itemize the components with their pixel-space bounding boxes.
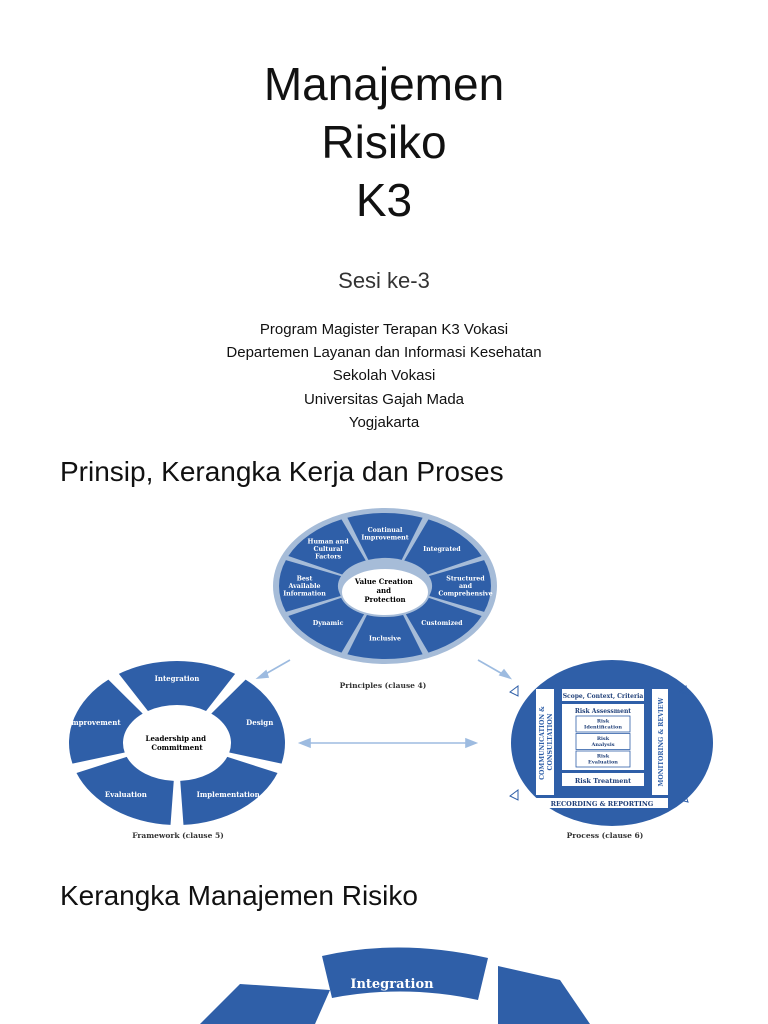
process-corner-arrow bbox=[510, 686, 518, 696]
framework-segment-label: Design bbox=[246, 718, 274, 728]
framework-segment-label: Improvement bbox=[67, 718, 121, 728]
framework-large-segment-integration bbox=[322, 947, 488, 1000]
svg-text:COMMUNICATION & CONSULTA bbox=[539, 704, 554, 780]
process-caption: Process (clause 6) bbox=[566, 831, 644, 840]
principles-segment-label: Continual Improvement bbox=[361, 526, 409, 542]
framework-large-diagram bbox=[0, 920, 768, 1024]
framework-segment-label: Implementation bbox=[196, 789, 260, 799]
title-line-1: Manajemen bbox=[263, 58, 505, 110]
info-line: Departemen Layanan dan Informasi Kesehatan bbox=[226, 344, 542, 362]
principles-segment-label: Best Available Information bbox=[283, 575, 326, 598]
info-line: Yogjakarta bbox=[348, 413, 420, 431]
framework-center-line: Leadership and bbox=[145, 734, 207, 743]
monitoring-label: MONITORING & REVIEW bbox=[658, 697, 665, 787]
principles-segment-label: Human and Cultural Factors bbox=[307, 538, 349, 561]
framework-center-line: Commitment bbox=[151, 743, 203, 752]
principles-segment-label: Inclusive bbox=[369, 635, 401, 643]
info-line: Program Magister Terapan K3 Vokasi bbox=[259, 321, 509, 338]
framework-caption: Framework (clause 5) bbox=[132, 831, 224, 840]
principles-center-line: Value Creation bbox=[354, 577, 413, 586]
assessment-label: Risk Assessment bbox=[574, 708, 632, 715]
principles-wheel bbox=[273, 508, 497, 690]
process-corner-arrow bbox=[510, 790, 518, 800]
integration-label: Integration bbox=[350, 977, 434, 992]
principles-segment-label: Dynamic bbox=[312, 620, 344, 628]
risk-step-label: Risk Evaluation bbox=[588, 753, 618, 766]
principles-framework-process-diagram bbox=[0, 500, 768, 845]
framework-segment-label: Integration bbox=[154, 674, 200, 683]
framework-wheel bbox=[68, 661, 285, 840]
arrow-head bbox=[466, 739, 476, 747]
info-line: Universitas Gajah Mada bbox=[303, 390, 465, 408]
recording-label: RECORDING & REPORTING bbox=[550, 800, 654, 808]
framework-segment bbox=[119, 661, 235, 711]
framework-segment-label: Evaluation bbox=[104, 789, 147, 799]
title-line-3: K3 bbox=[355, 174, 413, 226]
session-subtitle: Sesi ke-3 bbox=[338, 268, 430, 293]
scope-label: Scope, Context, Criteria bbox=[562, 693, 644, 700]
slide-heading-principles: Prinsip, Kerangka Kerja dan Proses bbox=[60, 456, 504, 487]
principles-center-line: and bbox=[376, 586, 392, 595]
slide-heading-framework: Kerangka Manajemen Risiko bbox=[60, 880, 418, 911]
framework-large-segment-left bbox=[200, 984, 330, 1024]
framework-large-segment-right bbox=[498, 966, 590, 1024]
svg-text:Leadership and Commitmen bbox=[146, 734, 209, 752]
communication-label: COMMUNICATION & bbox=[539, 706, 546, 780]
risk-step-label: Risk Identification bbox=[584, 718, 622, 731]
principles-caption: Principles (clause 4) bbox=[339, 681, 427, 690]
treatment-label: Risk Treatment bbox=[574, 777, 632, 785]
principles-segment-label: Integrated bbox=[423, 545, 461, 553]
title-line-2: Risiko bbox=[321, 116, 447, 168]
arrow-head bbox=[300, 739, 310, 747]
institution-info bbox=[0, 318, 768, 434]
communication-label: CONSULTATION bbox=[547, 713, 554, 771]
principles-segment-label: Structured and Comprehensive bbox=[438, 575, 493, 598]
principles-segment-label: Customized bbox=[421, 620, 463, 628]
process-diagram bbox=[510, 660, 713, 840]
risk-step-label: Risk Analysis bbox=[591, 736, 615, 748]
info-line: Sekolah Vokasi bbox=[332, 367, 436, 385]
principles-center-line: Protection bbox=[364, 595, 406, 604]
title-slide bbox=[0, 0, 768, 440]
arrow-head bbox=[500, 670, 510, 678]
arrow-head bbox=[258, 671, 268, 678]
connector-arrows bbox=[258, 660, 510, 747]
